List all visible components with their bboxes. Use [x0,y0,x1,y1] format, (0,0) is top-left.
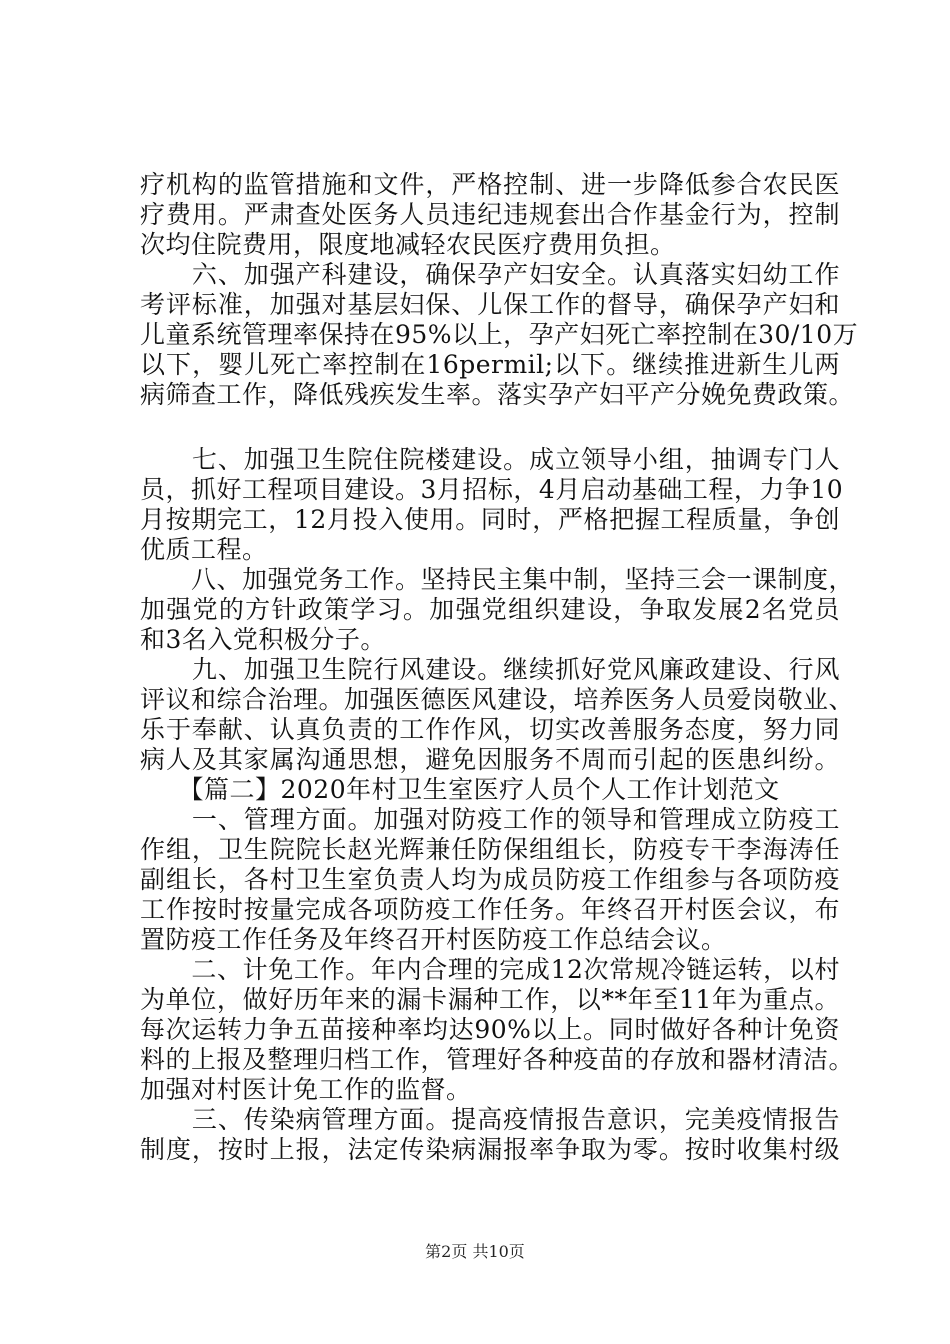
text-line: 和3名入党积极分子。 [140,625,386,654]
text-line: 加强对村医计免工作的监督。 [140,1075,472,1104]
text-line: 六、加强产科建设，确保孕产妇安全。认真落实妇幼工作 [140,260,840,289]
text-line: 作组，卫生院院长赵光辉兼任防保组组长，防疫专干李海涛任 [140,835,840,864]
text-line: 料的上报及整理归档工作，管理好各种疫苗的存放和器材清洁。 [140,1045,855,1074]
text-line: 置防疫工作任务及年终召开村医防疫工作总结会议。 [140,925,727,954]
text-line: 评议和综合治理。加强医德医风建设，培养医务人员爱岗敬业、 [140,685,855,714]
text-line: 加强党的方针政策学习。加强党组织建设，争取发展2名党员 [140,595,840,624]
text-line: 考评标准，加强对基层妇保、儿保工作的督导，确保孕产妇和 [140,290,840,319]
paragraph-gap [140,410,840,445]
text-line: 疗费用。严肃查处医务人员违纪违规套出合作基金行为，控制 [140,200,840,229]
text-line: 病筛查工作，降低残疾发生率。落实孕产妇平产分娩免费政策。 [140,380,855,409]
text-line: 副组长，各村卫生室负责人均为成员防疫工作组参与各项防疫 [140,865,840,894]
text-line: 以下，婴儿死亡率控制在16permil;以下。继续推进新生儿两 [140,350,840,379]
text-line: 病人及其家属沟通思想，避免因服务不周而引起的医患纠纷。 [140,745,840,774]
text-line: 一、管理方面。加强对防疫工作的领导和管理成立防疫工 [140,805,840,834]
paragraph [140,655,855,775]
text-line: 疗机构的监管措施和文件，严格控制、进一步降低参合农民医 [140,170,840,199]
text-line: 九、加强卫生院行风建设。继续抓好党风廉政建设、行风 [140,655,840,684]
section-heading [140,775,840,805]
text-line: 次均住院费用，限度地减轻农民医疗费用负担。 [140,230,676,259]
text-line: 二、计免工作。年内合理的完成12次常规冷链运转，以村 [140,955,840,984]
text-line: 员，抓好工程项目建设。3月招标，4月启动基础工程，力争10 [140,475,844,504]
paragraph [140,260,859,410]
text-line: 工作按时按量完成各项防疫工作任务。年终召开村医会议，布 [140,895,840,924]
paragraph [140,565,855,655]
page-footer: 第2页 共10页 [425,1242,525,1261]
document-body [140,170,859,1165]
paragraph [140,170,840,260]
paragraph [140,445,844,565]
text-line: 三、传染病管理方面。提高疫情报告意识，完美疫情报告 [140,1105,840,1134]
text-line: 月按期完工，12月投入使用。同时，严格把握工程质量，争创 [140,505,840,534]
text-line: 【篇二】2020年村卫生室医疗人员个人工作计划范文 [140,775,780,804]
text-line: 八、加强党务工作。坚持民主集中制，坚持三会一课制度， [140,565,855,594]
text-line: 制度，按时上报，法定传染病漏报率争取为零。按时收集村级 [140,1135,840,1164]
text-line: 儿童系统管理率保持在95%以上，孕产妇死亡率控制在30/10万 [140,320,859,349]
text-line: 优质工程。 [140,535,268,564]
text-line: 七、加强卫生院住院楼建设。成立领导小组，抽调专门人 [140,445,840,474]
paragraph [140,805,840,955]
text-line: 为单位，做好历年来的漏卡漏种工作，以**年至11年为重点。 [140,985,840,1014]
paragraph [140,1105,840,1165]
paragraph [140,955,855,1105]
text-line: 乐于奉献、认真负责的工作作风，切实改善服务态度，努力同 [140,715,840,744]
text-line: 每次运转力争五苗接种率均达90%以上。同时做好各种计免资 [140,1015,840,1044]
